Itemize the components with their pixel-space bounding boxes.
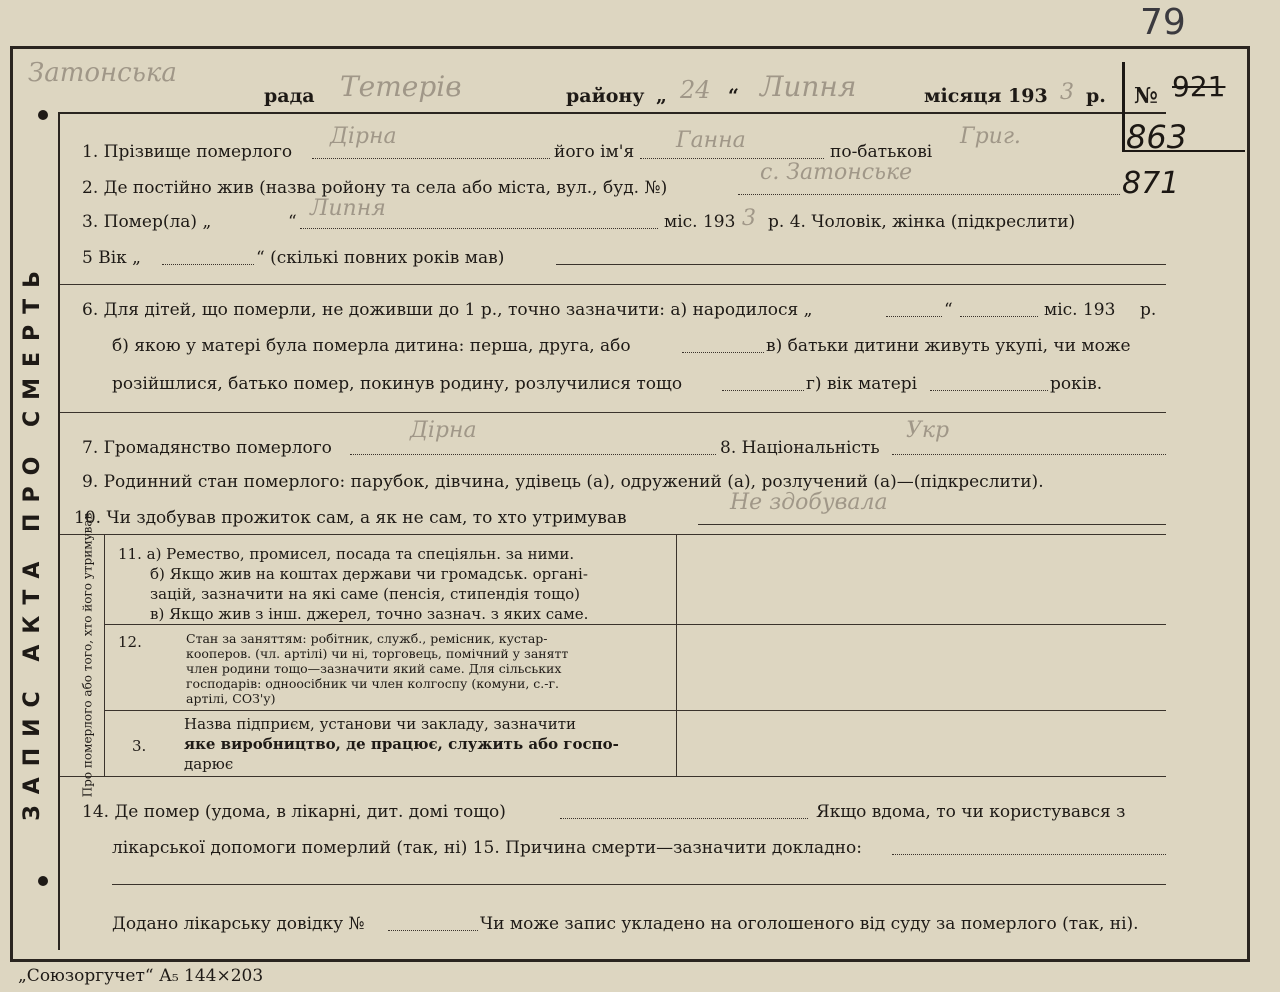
- table-left-label: [72, 512, 102, 798]
- row13-number: 3.: [132, 737, 147, 755]
- row13-line-a: Назва підприєм, установи чи закладу, зазначити: [184, 715, 577, 733]
- side-title-text: ЗАПИС АКТА ПРО СМЕРТЬ: [19, 259, 45, 821]
- row15-label-cause: лікарської допомоги померлий (так, ні) 15. Причина смерти—зазначити докладно:: [112, 838, 862, 858]
- hand-nationality: Укр: [906, 418, 950, 443]
- row6-label-mother-age: г) вік матері: [806, 374, 918, 394]
- label-misyatsya: місяця 193: [924, 85, 1048, 107]
- row6-label-parents: в) батьки дитини живуть укупі, чи може: [766, 336, 1131, 356]
- punch-hole-bottom: [38, 876, 48, 886]
- row7-label-citizenship: 7. Громадянство померлого: [82, 438, 332, 458]
- row5-label-years: “ (скількі повних років мав): [256, 248, 505, 268]
- section-divider-2: [60, 412, 1166, 413]
- row15-field-cause[interactable]: [892, 854, 1166, 855]
- row16-field-certificate[interactable]: [388, 930, 478, 931]
- label-raionu: району: [566, 85, 645, 107]
- row3-quote: “: [288, 212, 297, 232]
- table-mid-vrule: [676, 534, 677, 776]
- row12-number: 12.: [118, 633, 142, 651]
- row14-field-place[interactable]: [560, 818, 808, 819]
- row13-line-b: яке виробництво, де працює, служить або госпо-: [184, 735, 619, 753]
- row6-field-birthmonth[interactable]: [960, 316, 1038, 317]
- row2-label-residence: 2. Де постійно жив (назва ройону та села або міста, вул., буд. №): [82, 178, 668, 198]
- hand-patronymic: Григ.: [960, 124, 1021, 149]
- row6-field-separated[interactable]: [722, 390, 804, 391]
- row16-label-court: Чи може запис укладено на оголошеного від суду за померлого (так, ні).: [480, 914, 1139, 934]
- row6-label-r: р.: [1140, 300, 1157, 320]
- row8-field-nationality[interactable]: [892, 454, 1166, 455]
- footer-printer: „Союзоргучет“ А₅ 144×203: [18, 966, 264, 986]
- label-no: №: [1134, 83, 1158, 109]
- hand-corner-number: 79: [1140, 2, 1186, 43]
- row5-line: [556, 264, 1166, 265]
- side-title: [12, 230, 52, 850]
- hand-number-low: 871: [1122, 166, 1180, 201]
- row12-line-d: господарів: одноосібник чи член колгоспу (комуни, с.-г.: [186, 676, 559, 691]
- row6-quote: “: [944, 300, 953, 320]
- row6-label-years: років.: [1050, 374, 1103, 394]
- punch-hole-top: [38, 110, 48, 120]
- hand-citizenship: Дірна: [410, 418, 477, 443]
- row6-field-birthorder[interactable]: [682, 352, 764, 353]
- row1-field-name[interactable]: [640, 158, 824, 159]
- row12-line-b: кооперов. (чл. артілі) чи ні, торговець, помічний у занятт: [186, 646, 569, 661]
- table-left-vrule: [104, 534, 105, 776]
- row5-label-age: 5 Вік „: [82, 248, 141, 268]
- row1-field-surname[interactable]: [312, 158, 550, 159]
- quote-open: „: [656, 85, 667, 107]
- hand-header-rada: Тетерів: [340, 70, 462, 103]
- hand-r3-date: Липня: [310, 196, 386, 221]
- row2-field-residence[interactable]: [738, 194, 1120, 195]
- row6-field-mother-age[interactable]: [930, 390, 1048, 391]
- row6-label-separated: розійшлися, батько помер, покинув родину, розлучилися тощо: [112, 374, 683, 394]
- row16-label-certificate: Додано лікарську довідку №: [112, 914, 365, 934]
- table-rule-11-12: [104, 624, 1166, 625]
- hand-header-left: Затонська: [28, 58, 177, 88]
- row12-line-e: артілі, СОЗ'у): [186, 691, 276, 706]
- row13-line-c: дарює: [184, 755, 234, 773]
- row7-field-citizenship[interactable]: [350, 454, 716, 455]
- row11-line-a: 11. а) Ремество, промисел, посада та спеціяльн. за ними.: [118, 545, 575, 563]
- row11-line-d: в) Якщо жив з інш. джерел, точно зазнач. з яких саме.: [150, 605, 589, 623]
- label-r: р.: [1086, 85, 1106, 107]
- hand-residence: с. Затонське: [760, 160, 913, 185]
- row12-line-c: член родини тощо—зазначити який саме. Для сільських: [186, 661, 562, 676]
- hand-r3-year: 3: [742, 206, 756, 231]
- row6-label-birthorder: б) якою у матері була померла дитина: перша, друга, або: [112, 336, 631, 356]
- row3-label-month: міс. 193: [664, 212, 736, 232]
- hand-year-header: 3: [1060, 80, 1074, 105]
- label-rada: рада: [264, 85, 315, 107]
- row3-field-date[interactable]: [300, 228, 658, 229]
- hand-number-mid: 863: [1126, 118, 1188, 156]
- row11-line-c: зацій, зазначити на які саме (пенсія, стипендія тощо): [150, 585, 581, 603]
- row1-label-name: його ім'я: [554, 142, 635, 162]
- row6-label-children: 6. Для дітей, що померли, не доживши до 1 р., точно зазначити: а) народилося „: [82, 300, 813, 320]
- row11-line-b: б) Якщо жив на коштах держави чи громадськ. органі-: [150, 565, 588, 583]
- hand-support: Не здобувала: [730, 490, 888, 515]
- row6-label-month: міс. 193: [1044, 300, 1116, 320]
- hand-day: 24: [680, 76, 711, 104]
- row9-label-marital: 9. Родинний стан померлого: парубок, дівчина, удівець (а), одружений (а), розлучений (а)—(підкреслити).: [82, 472, 1044, 492]
- row14-label-place: 14. Де помер (удома, в лікарні, дит. домі тощо): [82, 802, 506, 822]
- row15-extra-line: [112, 884, 1166, 885]
- row14-label-home: Якщо вдома, то чи користувався з: [816, 802, 1126, 822]
- row8-label-nationality: 8. Національність: [720, 438, 880, 458]
- row1-label-surname: 1. Прізвище померлого: [82, 142, 293, 162]
- table-top-rule: [60, 534, 1166, 535]
- hand-header-month: Липня: [760, 70, 857, 103]
- inner-frame: [58, 112, 1166, 950]
- row10-line: [698, 524, 1166, 525]
- hand-name: Ганна: [676, 128, 746, 153]
- table-left-label-text: Про померлого або того, хто його утримував: [80, 512, 94, 798]
- table-bottom-rule: [60, 776, 1166, 777]
- hand-surname: Дірна: [330, 124, 397, 149]
- row10-label-support: 10. Чи здобував прожиток сам, а як не сам, то хто утримував: [74, 508, 627, 528]
- quote-close: “: [728, 85, 739, 107]
- row3-label-sex: р. 4. Чоловік, жінка (підкреслити): [768, 212, 1076, 232]
- row5-field-age[interactable]: [162, 264, 254, 265]
- row12-line-a: Стан за заняттям: робітник, служб., ремісник, кустар-: [186, 631, 548, 646]
- row6-field-birthday[interactable]: [886, 316, 942, 317]
- row1-label-patronymic: по-батькові: [830, 142, 933, 162]
- hand-number-top: 921: [1172, 70, 1226, 103]
- table-rule-12-13: [104, 710, 1166, 711]
- row3-label-died: 3. Помер(ла) „: [82, 212, 212, 232]
- section-divider-1: [60, 284, 1166, 285]
